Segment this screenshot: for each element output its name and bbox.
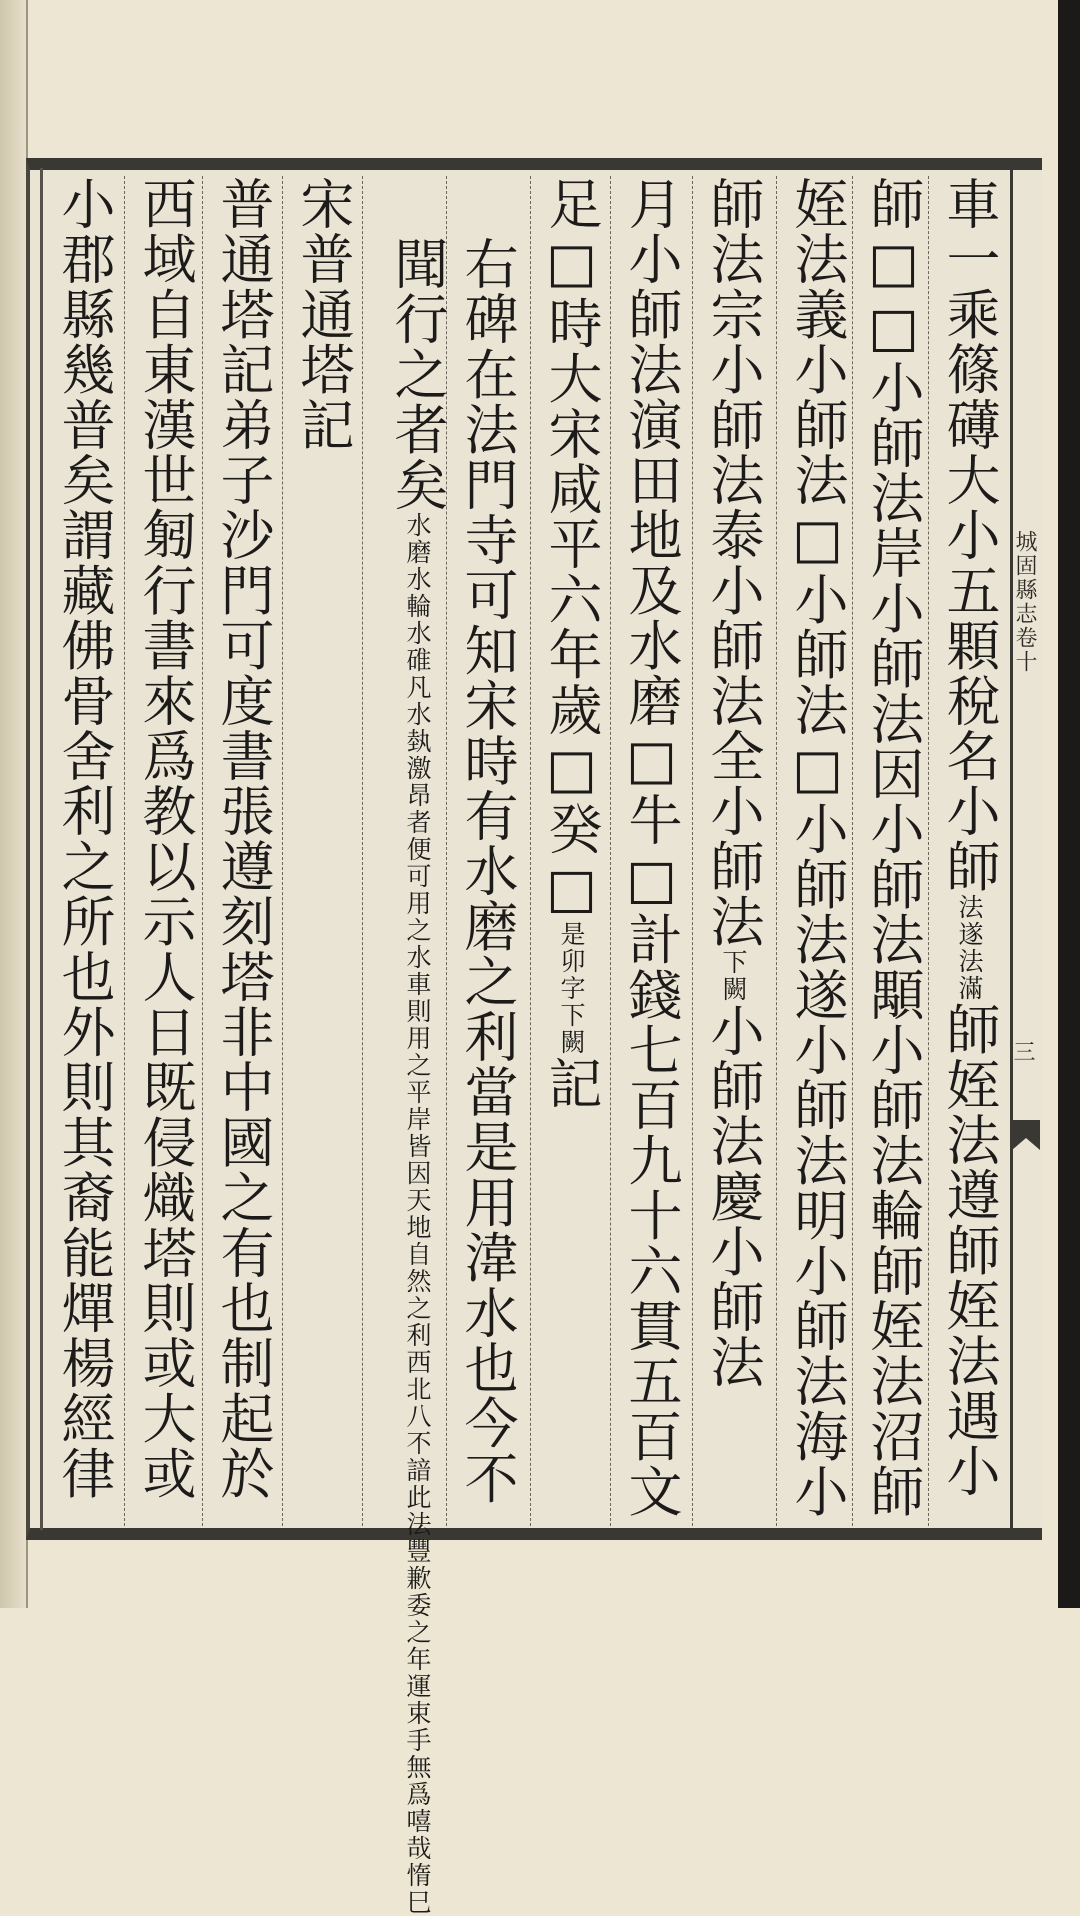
column-text: 小郡縣幾普矣謂藏佛骨舍利之所也外則其裔能燀楊經律 [53, 176, 116, 1501]
banxin-title: 城固縣志卷十 [1012, 530, 1037, 674]
interlinear-note: 水磨水輪水碓凡水埶激昂者便可用之水車則用之平岸皆因天地自然之利西北八不諳此法豐歉委之年運束手無爲嘻哉惰巳 [403, 512, 432, 1916]
interlinear-note: 下闕 [719, 948, 748, 1003]
banxin-center-column [1010, 170, 1040, 1530]
column-text: 宋普通塔記 [292, 176, 355, 452]
text-column-8 [362, 176, 449, 1916]
text-column-7 [446, 176, 520, 1526]
left-page-edge [0, 0, 28, 1608]
text-column-2 [852, 176, 926, 1526]
left-border-rule [40, 168, 43, 1530]
text-column-3 [776, 176, 850, 1526]
column-text-continued: 師姪法遵師姪法遇小 [938, 1001, 1001, 1499]
text-column-12 [44, 176, 118, 1526]
column-text: 聞行之者矣 [386, 236, 449, 512]
column-text: 足□時大宋咸平六年歲□癸□ [540, 176, 603, 921]
column-text: 車一乘篠礡大小五顆稅名小師 [938, 176, 1001, 894]
interlinear-note: 法遂法滿 [955, 893, 984, 1002]
column-text-continued: 小師法慶小師法 [702, 1002, 765, 1390]
text-column-10 [202, 176, 276, 1526]
text-column-5 [610, 176, 684, 1526]
column-text: 普通塔記弟子沙門可度書張遵刻塔非中國之有也制起於 [212, 176, 275, 1501]
column-text: 右碑在法門寺可知宋時有水磨之利當是用湋水也今不 [456, 236, 519, 1506]
interlinear-note: 是卯字下闕 [557, 920, 586, 1056]
column-text: 姪法義小師法□小師法□小師法遂小師法明小師法海小 [786, 176, 849, 1519]
column-text: 月小師法演田地及水磨□牛□計錢七百九十六貫五百文 [620, 176, 683, 1519]
text-column-4 [692, 176, 766, 1526]
banxin-folio: 三 [1010, 1040, 1035, 1062]
column-text: 師法宗小師法泰小師法全小師法 [702, 176, 765, 949]
text-column-6 [530, 176, 604, 1526]
column-text-continued: 記 [540, 1055, 603, 1111]
column-text: 師□□小師法岸小師法因小師法顒小師法輪師姪法沼師 [862, 176, 925, 1519]
text-column-1 [928, 176, 1002, 1526]
right-page-edge [1058, 0, 1080, 1608]
text-column-9 [282, 176, 356, 1526]
column-text: 西域自東漢世匑行書來爲教以示人日既侵熾塔則或大或 [134, 176, 197, 1501]
text-column-11 [124, 176, 198, 1526]
